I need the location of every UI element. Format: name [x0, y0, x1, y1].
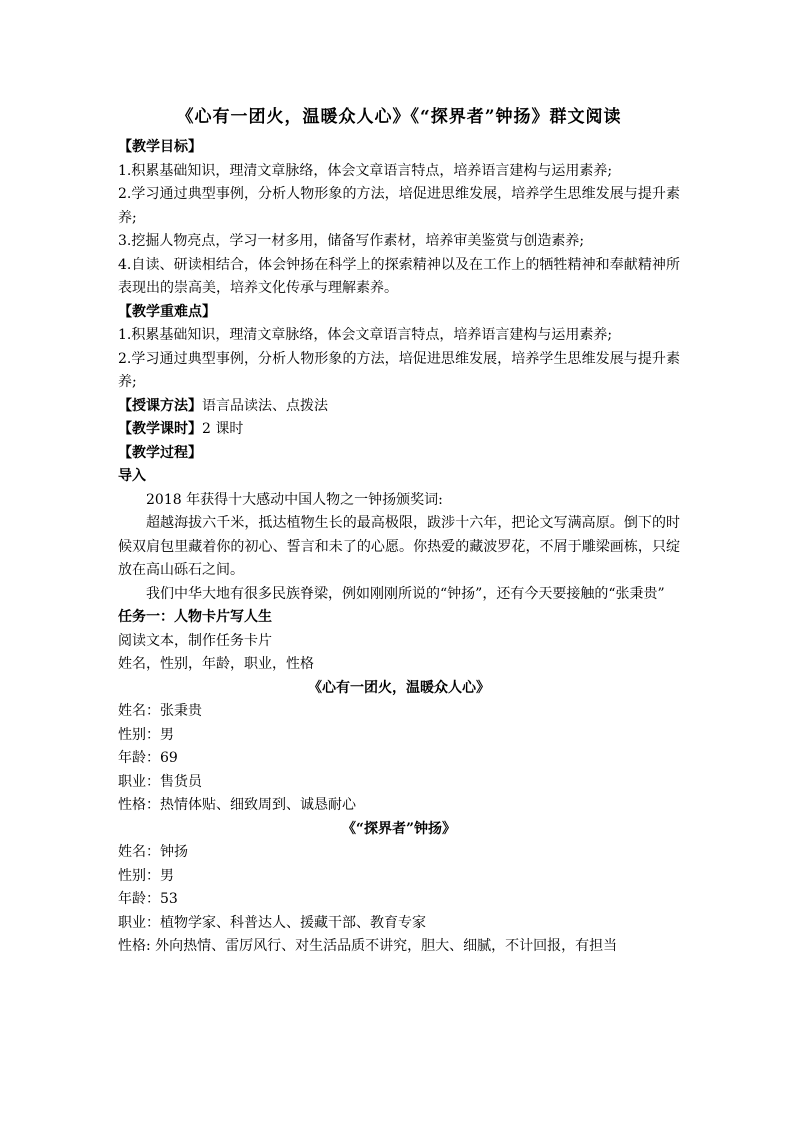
card1-personality: 性格：热情体贴、细致周到、诚恳耐心: [118, 797, 356, 813]
card1-name: 姓名：张秉贵: [118, 703, 202, 719]
card1-age: 年龄：69: [118, 750, 178, 766]
goal-item: 3.挖掘人物亮点，学习一材多用，储备写作素材，培养审美鉴赏与创造素养;: [118, 233, 585, 249]
key-point-item: 1.积累基础知识，理清文章脉络，体会文章语言特点，培养语言建构与运用素养;: [118, 327, 613, 343]
method-value: 语言品读法、点拨法: [202, 397, 328, 414]
intro-heading: 导入: [118, 468, 146, 484]
document-title: 《心有一团火，温暖众人心》《“探界者”钟扬》群文阅读: [176, 107, 622, 127]
method-row: [118, 395, 680, 419]
goal-item: 1.积累基础知识，理清文章脉络，体会文章语言特点，培养语言建构与运用素养;: [118, 162, 613, 179]
card2-personality: 性格: 外向热情、雷厉风行、对生活品质不讲究，胆大、细腻，不计回报，有担当: [118, 938, 618, 954]
document-page: [118, 102, 680, 959]
card2-title: 《“探界者”钟扬》: [341, 820, 457, 837]
section-heading-key-points: 【教学重难点】: [118, 303, 216, 320]
process-heading: 【教学过程】: [118, 444, 202, 461]
goal-item: 4.自读、研读相结合，体会钟扬在科学上的探索精神以及在工作上的牺牲精神和奉献精神所表现出的崇高美，培养文化传承与理解素养。: [118, 256, 680, 296]
task1-instruction: 阅读文本，制作任务卡片: [118, 632, 272, 649]
hours-label: 【教学课时】: [118, 421, 202, 437]
method-label: 【授课方法】: [118, 397, 202, 414]
hours-row: [118, 418, 680, 442]
card2-name: 姓名：钟扬: [118, 844, 188, 860]
task1-heading: 任务一：人物卡片写人生: [118, 609, 272, 625]
task1-fields: 姓名，性别，年龄，职业，性格: [118, 656, 314, 672]
goal-item: 2.学习通过典型事例，分析人物形象的方法，培促进思维发展，培养学生思维发展与提升素养;: [118, 186, 680, 226]
section-heading-goals: 【教学目标】: [118, 139, 202, 155]
hours-value: 2 课时: [202, 421, 244, 437]
card1-title: 《心有一团火，温暖众人心》: [308, 679, 490, 696]
intro-paragraph: 我们中华大地有很多民族脊梁，例如刚刚所说的“钟扬”，还有今天要接触的“张秉贵”: [146, 585, 665, 602]
card2-age: 年龄：53: [118, 891, 178, 907]
card2-gender: 性别：男: [118, 867, 174, 884]
card1-gender: 性别：男: [118, 726, 174, 743]
award-citation: 超越海拔六千米，抵达植物生长的最高极限，跋涉十六年，把论文写满高原。倒下的时候双肩包里藏着你的初心、誓言和未了的心愿。你热爱的藏波罗花，不屑于雕梁画栋，只绽放在高山砾石之间。: [118, 515, 680, 578]
card2-job: 职业：植物学家、科普达人、援藏干部、教育专家: [118, 914, 426, 931]
key-point-item: 2.学习通过典型事例，分析人物形象的方法，培促进思维发展，培养学生思维发展与提升素养;: [118, 350, 680, 390]
intro-paragraph: 2018 年获得十大感动中国人物之一钟扬颁奖词:: [146, 491, 443, 508]
card1-job: 职业：售货员: [118, 773, 202, 790]
